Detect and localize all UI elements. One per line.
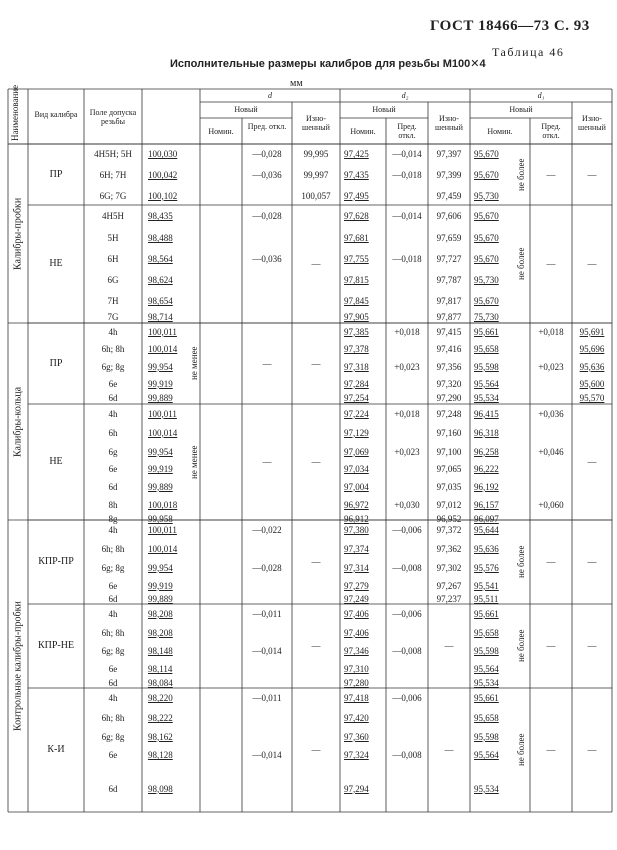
- dash-cell: —: [262, 457, 272, 467]
- d2-nominal-cell: 97,845: [344, 296, 369, 306]
- d-deviation-cell: —0,011: [252, 693, 282, 703]
- tolerance-cell: 6e: [108, 664, 118, 674]
- d2-nominal-cell: 97,425: [344, 149, 369, 159]
- d2-nominal-cell: 97,418: [344, 693, 369, 703]
- d1-nominal-cell: 96,097: [474, 514, 499, 524]
- d-nominal-cell: 98,714: [148, 312, 173, 322]
- d-nominal-cell: 98,564: [148, 254, 173, 264]
- d2-nominal-cell: 97,380: [344, 525, 369, 535]
- d-nominal-cell: 98,114: [148, 664, 173, 674]
- tolerance-cell: 4h: [108, 693, 118, 703]
- d-nominal-cell: 98,208: [148, 608, 173, 619]
- d1-nominal-cell: 95,670: [474, 254, 499, 264]
- d1-nominal-cell: 96,415: [474, 408, 499, 419]
- d1-nominal-cell: 95,670: [474, 211, 499, 221]
- d2-deviation-cell: —0,008: [392, 562, 422, 573]
- dash-cell: —: [587, 169, 597, 180]
- d2-worn-cell: 97,727: [436, 254, 462, 264]
- d2-nominal-cell: 97,360: [344, 731, 369, 742]
- d-nominal-cell: 99,954: [148, 446, 173, 457]
- tolerance-cell: 6G; 7G: [99, 190, 127, 201]
- tolerance-cell: 7H: [107, 296, 119, 306]
- gauge-kind-label: К-И: [47, 744, 65, 755]
- column-header-new-0: Новый: [234, 105, 258, 114]
- d2-nominal-cell: 97,069: [344, 446, 369, 457]
- tolerance-cell: 4h: [108, 525, 118, 535]
- d-nominal-cell: 98,624: [148, 275, 173, 285]
- gauge-kind-label: КПР-НЕ: [37, 640, 75, 651]
- d2-worn-cell: 97,372: [436, 525, 462, 535]
- d1-deviation-cell: +0,036: [538, 408, 564, 419]
- d2-nominal-cell: 97,495: [344, 190, 369, 201]
- d2-deviation-cell: —0,006: [392, 693, 422, 703]
- d-nominal-cell: 98,435: [148, 211, 173, 221]
- d1-nominal-cell: 95,670: [474, 149, 499, 159]
- dash-cell: —: [262, 358, 272, 369]
- d2-worn-cell: 97,267: [436, 580, 462, 591]
- d2-nominal-cell: 97,254: [344, 393, 369, 403]
- d2-nominal-cell: 97,815: [344, 275, 369, 285]
- column-header-deviation-0: Пред. откл.: [247, 122, 287, 131]
- dash-cell: —: [546, 259, 556, 269]
- tolerance-cell: 6h: [108, 427, 118, 438]
- d2-worn-cell: 97,606: [436, 211, 462, 221]
- d1-nominal-cell: 95,511: [474, 594, 499, 604]
- d-nominal-cell: 98,222: [148, 713, 173, 723]
- d-deviation-cell: —0,036: [252, 170, 282, 180]
- d1-deviation-cell: +0,018: [538, 326, 564, 337]
- gauge-kind-label: ПР: [49, 168, 63, 180]
- d-deviation-cell: —0,014: [252, 646, 282, 656]
- tolerance-cell: 4h: [108, 608, 118, 619]
- d2-worn-cell: 97,035: [436, 481, 462, 492]
- d2-nominal-cell: 97,420: [344, 713, 369, 723]
- d2-worn-cell: 97,817: [436, 296, 462, 306]
- tolerance-cell: 6g; 8g: [101, 646, 125, 656]
- dash-cell: —: [444, 641, 454, 651]
- d2-nominal-cell: 96,972: [344, 500, 369, 510]
- d2-deviation-cell: +0,023: [394, 446, 420, 457]
- group-label: Контрольные калибры-пробки: [12, 601, 24, 731]
- d1-nominal-cell: 95,670: [474, 296, 499, 306]
- d-deviation-cell: —0,022: [252, 525, 282, 535]
- column-header-nominal-2: Номин.: [487, 127, 513, 136]
- group-label: Калибры-пробки: [12, 197, 24, 270]
- column-header-new-1: Новый: [372, 105, 396, 114]
- d1-nominal-cell: 95,541: [474, 580, 499, 591]
- d-deviation-cell: —0,036: [252, 254, 282, 264]
- d-deviation-cell: —0,028: [252, 562, 282, 573]
- dash-cell: —: [311, 745, 321, 755]
- tolerance-cell: 5H: [107, 233, 119, 243]
- d1-nominal-cell: 75,730: [474, 312, 499, 322]
- column-header-d: d: [268, 91, 272, 100]
- d2-nominal-cell: 97,385: [344, 326, 369, 337]
- tolerance-cell: 4H5H; 5H: [94, 149, 132, 159]
- tolerance-cell: 6e: [108, 378, 118, 389]
- dash-cell: —: [311, 641, 321, 651]
- d-nominal-cell: 98,208: [148, 627, 173, 638]
- d-nominal-cell: 98,084: [148, 678, 173, 688]
- d2-worn-cell: 97,459: [436, 190, 462, 201]
- d-nominal-cell: 99,889: [148, 481, 173, 492]
- d1-worn-cell: 95,696: [579, 344, 605, 354]
- column-header-worn-0: Изно-шенный: [302, 114, 330, 132]
- d2-deviation-cell: —0,006: [392, 525, 422, 535]
- dash-cell: —: [587, 259, 597, 269]
- d2-worn-cell: 97,416: [436, 344, 462, 354]
- d-nominal-cell: 99,919: [148, 464, 173, 474]
- column-header-worn-2: Изно-шенный: [578, 114, 606, 132]
- d1-nominal-cell: 95,658: [474, 627, 499, 638]
- column-header-kind: Вид калибра: [34, 110, 78, 119]
- tolerance-cell: 6g; 8g: [101, 361, 125, 372]
- d-deviation-cell: —0,014: [252, 750, 282, 760]
- d-nominal-cell: 99,958: [148, 514, 173, 524]
- tolerance-cell: 6d: [108, 678, 118, 688]
- d-nominal-cell: 100,042: [148, 170, 178, 180]
- d2-nominal-cell: 97,294: [344, 783, 369, 794]
- d-nominal-cell: 99,954: [148, 562, 173, 573]
- d2-deviation-cell: +0,023: [394, 361, 420, 372]
- d1-nominal-cell: 95,564: [474, 664, 499, 674]
- d2-worn-cell: 97,877: [436, 312, 462, 322]
- tolerance-cell: 6e: [108, 580, 118, 591]
- d2-nominal-cell: 97,034: [344, 464, 369, 474]
- tolerance-cell: 6G: [107, 275, 119, 285]
- ne-menee-note: не менее: [189, 346, 199, 381]
- ne-bolee-note: не более: [516, 629, 526, 663]
- units-label: мм: [290, 78, 303, 89]
- d1-nominal-cell: 95,730: [474, 275, 499, 285]
- d1-nominal-cell: 95,534: [474, 393, 499, 403]
- table-title: Исполнительные размеры калибров для резьбы М100✕4: [170, 58, 486, 70]
- d2-nominal-cell: 97,374: [344, 544, 369, 554]
- tolerance-cell: 6d: [108, 481, 118, 492]
- d2-deviation-cell: —0,008: [392, 750, 422, 760]
- d2-worn-cell: 97,237: [436, 594, 462, 604]
- tolerance-cell: 6d: [108, 393, 118, 403]
- d1-worn-cell: 95,570: [579, 393, 605, 403]
- d2-deviation-cell: —0,018: [392, 170, 422, 180]
- d1-nominal-cell: 95,658: [474, 344, 499, 354]
- d2-worn-cell: 97,100: [436, 446, 462, 457]
- d1-worn-cell: 95,691: [579, 326, 605, 337]
- d-nominal-cell: 98,128: [148, 750, 173, 760]
- d2-deviation-cell: —0,008: [392, 646, 422, 656]
- d1-deviation-cell: +0,060: [538, 500, 564, 510]
- d-nominal-cell: 100,011: [148, 408, 177, 419]
- d-nominal-cell: 98,220: [148, 693, 173, 703]
- d-nominal-cell: 100,014: [148, 344, 178, 354]
- d1-nominal-cell: 95,670: [474, 233, 499, 243]
- tolerance-cell: 6g; 8g: [101, 562, 125, 573]
- d1-nominal-cell: 95,564: [474, 750, 499, 760]
- d-deviation-cell: —0,011: [252, 608, 282, 619]
- dash-cell: —: [587, 745, 597, 755]
- d1-nominal-cell: 95,564: [474, 378, 499, 389]
- dash-cell: —: [546, 169, 556, 180]
- tolerance-cell: 6g: [108, 446, 118, 457]
- d-nominal-cell: 98,098: [148, 783, 173, 794]
- d-nominal-cell: 100,014: [148, 544, 178, 554]
- d1-worn-cell: 95,600: [579, 378, 605, 389]
- d2-nominal-cell: 97,755: [344, 254, 369, 264]
- d2-worn-cell: 97,065: [436, 464, 462, 474]
- d2-nominal-cell: 97,905: [344, 312, 369, 322]
- d2-nominal-cell: 97,310: [344, 664, 369, 674]
- gauge-kind-label: НЕ: [49, 258, 63, 269]
- d2-nominal-cell: 97,314: [344, 562, 369, 573]
- dash-cell: —: [311, 259, 321, 269]
- column-header-tolerance: Поле допуска резьбы: [89, 108, 137, 126]
- d2-deviation-cell: —0,018: [392, 254, 422, 264]
- dash-cell: —: [587, 557, 597, 567]
- d-nominal-cell: 100,018: [148, 500, 178, 510]
- gauge-kind-label: ПР: [49, 357, 63, 369]
- tolerance-cell: 4H5H: [102, 211, 124, 221]
- dash-cell: —: [311, 457, 321, 467]
- d1-nominal-cell: 95,661: [474, 608, 499, 619]
- d1-deviation-cell: +0,046: [538, 446, 564, 457]
- d2-nominal-cell: 97,681: [344, 233, 369, 243]
- standard-header: ГОСТ 18466—73 С. 93: [430, 18, 590, 34]
- gauge-kind-label: КПР-ПР: [38, 556, 74, 567]
- d1-nominal-cell: 95,576: [474, 562, 499, 573]
- d2-nominal-cell: 97,224: [344, 408, 369, 419]
- d2-nominal-cell: 97,346: [344, 646, 369, 656]
- d-worn-cell: 99,997: [303, 170, 329, 180]
- ne-bolee-note: не более: [516, 158, 526, 191]
- d2-nominal-cell: 97,324: [344, 750, 369, 760]
- d2-deviation-cell: —0,014: [392, 211, 422, 221]
- dash-cell: —: [587, 457, 597, 467]
- d1-nominal-cell: 95,644: [474, 525, 499, 535]
- d1-nominal-cell: 95,661: [474, 693, 499, 703]
- column-header-name: Наименование: [10, 84, 20, 141]
- dash-cell: —: [546, 641, 556, 651]
- column-header-worn-1: Изно-шенный: [435, 114, 463, 132]
- tolerance-cell: 6h; 8h: [101, 627, 125, 638]
- d2-worn-cell: 97,302: [436, 562, 462, 573]
- tolerance-cell: 6e: [108, 750, 118, 760]
- d2-worn-cell: 97,320: [436, 378, 462, 389]
- d1-nominal-cell: 96,192: [474, 481, 499, 492]
- d-deviation-cell: —0,028: [252, 149, 282, 159]
- ne-bolee-note: не более: [516, 733, 526, 767]
- column-header-d1: d₁: [537, 91, 545, 100]
- d-nominal-cell: 99,919: [148, 378, 173, 389]
- column-header-nominal-1: Номин.: [350, 127, 376, 136]
- column-header-deviation-2: Пред. откл.: [541, 122, 561, 140]
- d-nominal-cell: 100,030: [148, 149, 178, 159]
- d2-nominal-cell: 97,628: [344, 211, 369, 221]
- d1-worn-cell: 95,636: [579, 361, 605, 372]
- d-worn-cell: 100,057: [301, 190, 331, 201]
- d-worn-cell: 99,995: [303, 149, 329, 159]
- column-header-deviation-1: Пред. откл.: [397, 122, 417, 140]
- d2-nominal-cell: 97,249: [344, 594, 369, 604]
- d2-nominal-cell: 97,406: [344, 608, 369, 619]
- tolerance-cell: 6e: [108, 464, 118, 474]
- dash-cell: —: [311, 358, 321, 369]
- d2-nominal-cell: 97,406: [344, 627, 369, 638]
- dash-cell: —: [311, 557, 321, 567]
- d2-worn-cell: 97,399: [436, 170, 462, 180]
- d2-nominal-cell: 97,284: [344, 378, 369, 389]
- d2-worn-cell: 97,787: [436, 275, 462, 285]
- d1-nominal-cell: 96,318: [474, 427, 499, 438]
- d-nominal-cell: 99,889: [148, 393, 173, 403]
- dash-cell: —: [444, 745, 454, 755]
- tolerance-cell: 7G: [107, 312, 119, 322]
- d2-nominal-cell: 97,378: [344, 344, 369, 354]
- d-nominal-cell: 99,889: [148, 594, 173, 604]
- tolerance-cell: 8h: [108, 500, 118, 510]
- d2-worn-cell: 97,012: [436, 500, 462, 510]
- d2-deviation-cell: +0,018: [394, 326, 420, 337]
- tolerance-cell: 6h; 8h: [101, 713, 125, 723]
- d-nominal-cell: 100,102: [148, 190, 178, 201]
- d1-nominal-cell: 95,730: [474, 190, 499, 201]
- table-label: Таблица 46: [492, 45, 565, 59]
- tolerance-cell: 4h: [108, 326, 118, 337]
- tolerance-cell: 8g: [108, 514, 118, 524]
- d1-nominal-cell: 95,658: [474, 713, 499, 723]
- d1-nominal-cell: 95,534: [474, 678, 499, 688]
- d-nominal-cell: 98,488: [148, 233, 173, 243]
- d2-nominal-cell: 97,280: [344, 678, 369, 688]
- d1-deviation-cell: +0,023: [538, 361, 564, 372]
- d2-nominal-cell: 97,279: [344, 580, 369, 591]
- d1-nominal-cell: 95,661: [474, 326, 499, 337]
- tolerance-cell: 6H; 7H: [99, 170, 127, 180]
- d2-deviation-cell: +0,018: [394, 408, 420, 419]
- d2-deviation-cell: —0,014: [392, 149, 422, 159]
- d1-nominal-cell: 95,598: [474, 731, 499, 742]
- d1-nominal-cell: 96,258: [474, 446, 499, 457]
- ne-menee-note: не менее: [189, 445, 199, 479]
- d-nominal-cell: 98,162: [148, 731, 173, 742]
- ne-bolee-note: не более: [516, 247, 526, 281]
- d2-nominal-cell: 97,318: [344, 361, 369, 372]
- dash-cell: —: [546, 557, 556, 567]
- d2-worn-cell: 97,290: [436, 393, 462, 403]
- d-nominal-cell: 99,954: [148, 361, 173, 372]
- dash-cell: —: [587, 641, 597, 651]
- d-nominal-cell: 100,011: [148, 326, 177, 337]
- tolerance-cell: 6g; 8g: [101, 731, 125, 742]
- tolerance-cell: 6H: [107, 254, 119, 264]
- column-header-nominal-0: Номин.: [208, 127, 234, 136]
- d2-worn-cell: 97,397: [436, 149, 462, 159]
- d-deviation-cell: —0,028: [252, 211, 282, 221]
- column-header-new-2: Новый: [509, 105, 533, 114]
- ne-bolee-note: не более: [516, 545, 526, 579]
- d1-nominal-cell: 95,636: [474, 544, 499, 554]
- d1-nominal-cell: 95,670: [474, 170, 499, 180]
- dash-cell: —: [546, 745, 556, 755]
- d2-deviation-cell: —0,006: [392, 608, 422, 619]
- tolerance-cell: 4h: [108, 408, 118, 419]
- d1-nominal-cell: 95,598: [474, 646, 499, 656]
- d2-worn-cell: 97,248: [436, 408, 462, 419]
- d-nominal-cell: 100,011: [148, 525, 177, 535]
- d1-nominal-cell: 95,598: [474, 361, 499, 372]
- d-nominal-cell: 98,654: [148, 296, 173, 306]
- group-label: Калибры-кольца: [12, 386, 24, 457]
- d1-nominal-cell: 96,222: [474, 464, 499, 474]
- tolerance-cell: 6h; 8h: [101, 544, 125, 554]
- d1-nominal-cell: 96,157: [474, 500, 499, 510]
- d2-worn-cell: 97,415: [436, 326, 462, 337]
- d2-worn-cell: 97,356: [436, 361, 462, 372]
- gauge-kind-label: НЕ: [49, 456, 63, 467]
- d2-worn-cell: 97,362: [436, 544, 462, 554]
- d2-worn-cell: 97,659: [436, 233, 462, 243]
- d2-worn-cell: 97,160: [436, 427, 462, 438]
- d-nominal-cell: 100,014: [148, 427, 178, 438]
- d2-deviation-cell: +0,030: [394, 500, 420, 510]
- d-nominal-cell: 99,919: [148, 580, 173, 591]
- d2-nominal-cell: 97,129: [344, 427, 369, 438]
- tolerance-cell: 6h; 8h: [101, 344, 125, 354]
- tolerance-cell: 6d: [108, 783, 118, 794]
- tolerance-cell: 6d: [108, 594, 118, 604]
- d1-nominal-cell: 95,534: [474, 783, 499, 794]
- d2-nominal-cell: 97,435: [344, 170, 369, 180]
- d2-worn-cell: 96,952: [436, 514, 462, 524]
- column-header-d2: d₂: [401, 91, 409, 100]
- d-nominal-cell: 98,148: [148, 646, 173, 656]
- d2-nominal-cell: 97,004: [344, 481, 369, 492]
- d2-nominal-cell: 96,912: [344, 514, 369, 524]
